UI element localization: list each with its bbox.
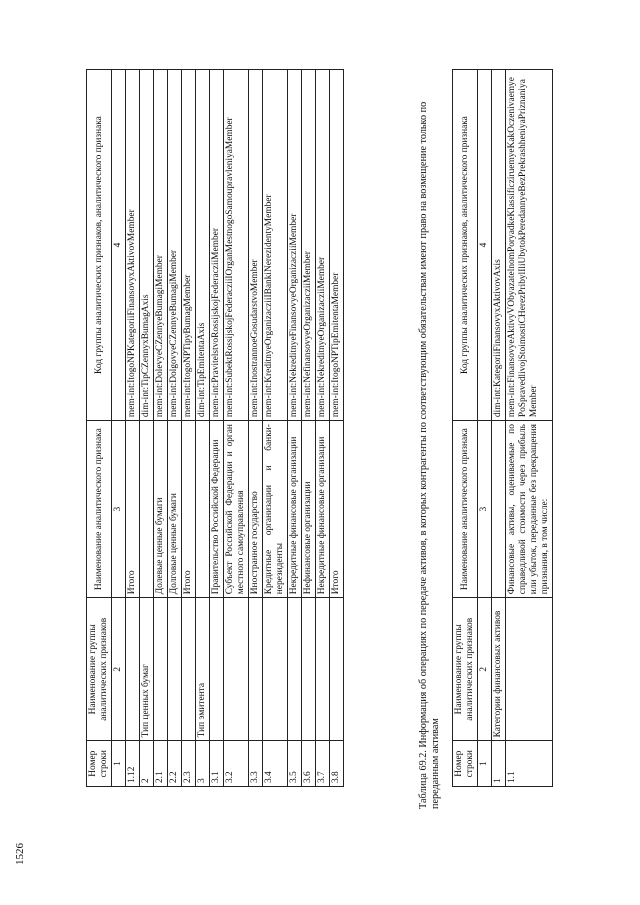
table-row	[288, 70, 302, 787]
page-number: 1526	[14, 843, 26, 865]
table-row	[154, 70, 168, 787]
feature-name-cell	[140, 421, 154, 598]
group-name-cell: Категории финансовых активов	[492, 598, 506, 741]
group-name-cell	[263, 598, 288, 741]
col-number: 3	[478, 421, 492, 598]
row-number-cell: 3.8	[330, 741, 344, 787]
table-row	[168, 70, 182, 787]
table-row	[224, 70, 249, 787]
table-caption: Таблица 69.2. Информация об операциях по передаче активов, в которых контрагенты по соответствующим обязательствам имеют право на возмещение только по переданным активам	[418, 101, 441, 809]
row-number-cell: 3.7	[316, 741, 330, 787]
code-cell: mem-int:ItogoNPKategoriiFinansovyxAktivovMember	[126, 70, 140, 421]
code-cell: mem-int:ItogoNPTipyBumagMember	[182, 70, 196, 421]
group-name-cell	[224, 598, 249, 741]
row-number-cell: 2.2	[168, 741, 182, 787]
row-number-cell: 1.12	[126, 741, 140, 787]
col-header-group-name: Наименование группы аналитических признаков	[87, 598, 112, 741]
feature-name-cell: Итого	[182, 421, 196, 598]
feature-name-cell: Финансовые активы, оцениваемые по справедливой стоимости через прибыль или убыток, переданные без прекращения признания, в том числе:	[506, 421, 553, 598]
col-header-code: Код группы аналитических признаков, аналитического признака	[87, 70, 112, 421]
table-header-row	[453, 70, 478, 787]
code-cell: mem-int:InostrannoeGosudarstvoMember	[249, 70, 263, 421]
col-header-row-number: Номер строки	[453, 741, 478, 787]
feature-name-cell: Нефинансовые организации	[302, 421, 316, 598]
col-number: 4	[478, 70, 492, 421]
code-cell: mem-int:NefinansovyeOrganizacziiMember	[302, 70, 316, 421]
table-row	[492, 70, 506, 787]
col-number: 2	[112, 598, 126, 741]
group-name-cell	[182, 598, 196, 741]
row-number-cell: 3.6	[302, 741, 316, 787]
table-assets-by-issuer	[86, 69, 344, 787]
col-header-group-name: Наименование группы аналитических признаков	[453, 598, 478, 741]
col-header-code: Код группы аналитических признаков, аналитического признака	[453, 70, 478, 421]
row-number-cell: 3	[196, 741, 210, 787]
table-row	[140, 70, 154, 787]
row-number-cell: 2.1	[154, 741, 168, 787]
table-row	[196, 70, 210, 787]
table-row	[182, 70, 196, 787]
table-row	[506, 70, 553, 787]
code-cell: mem-int:DolgovyeCZennyeBumagiMember	[168, 70, 182, 421]
feature-name-cell: Итого	[126, 421, 140, 598]
table-row	[210, 70, 224, 787]
code-cell: mem-int:SubektRossijskojFederacziiIOrganMestnogoSamoupravleniyaMember	[224, 70, 249, 421]
group-name-cell	[302, 598, 316, 741]
table-row	[302, 70, 316, 787]
code-cell: dim-int:KategoriiFinansovyxAktivovAxis	[492, 70, 506, 421]
col-header-feature-name: Наименование аналитического признака	[453, 421, 478, 598]
group-name-cell	[126, 598, 140, 741]
feature-name-cell	[492, 421, 506, 598]
feature-name-cell: Иностранное государство	[249, 421, 263, 598]
group-name-cell	[154, 598, 168, 741]
col-header-feature-name: Наименование аналитического признака	[87, 421, 112, 598]
col-number: 1	[478, 741, 492, 787]
group-name-cell	[210, 598, 224, 741]
feature-name-cell: Долговые ценные бумаги	[168, 421, 182, 598]
feature-name-cell: Субъект Российской Федерации и орган местного самоуправления	[224, 421, 249, 598]
col-header-row-number: Номер строки	[87, 741, 112, 787]
col-number: 1	[112, 741, 126, 787]
table-row	[316, 70, 330, 787]
col-number: 4	[112, 70, 126, 421]
group-name-cell	[288, 598, 302, 741]
table-row	[263, 70, 288, 787]
code-cell: mem-int:FinansovyeAktivyVObyazatelnomPoryadkeKlassificziruemyeKakOczenivaemyePoSpravedlivojStoimostiCHerezPribylIliUbytokPeredannyeBezPrekrashheniyaPriznaniyaMember	[506, 70, 553, 421]
row-number-cell: 1.1	[506, 741, 553, 787]
group-name-cell	[506, 598, 553, 741]
column-number-row	[478, 70, 492, 787]
code-cell: mem-int:NekreditnyeFinansovyeOrganizacziiMember	[288, 70, 302, 421]
feature-name-cell: Итого	[330, 421, 344, 598]
row-number-cell: 3.3	[249, 741, 263, 787]
row-number-cell: 3.5	[288, 741, 302, 787]
table-row	[249, 70, 263, 787]
code-cell: mem-int:NekreditnyeOrganizacziiMember	[316, 70, 330, 421]
code-cell: mem-int:ItogoNPTipEmitentaMember	[330, 70, 344, 421]
feature-name-cell: Некредитные финансовые организации	[316, 421, 330, 598]
feature-name-cell: Правительство Российской Федерации	[210, 421, 224, 598]
table-financial-asset-categories	[452, 69, 553, 787]
feature-name-cell: Кредитные организации и банки-нерезиденты	[263, 421, 288, 598]
table-header-row	[87, 70, 112, 787]
group-name-cell: Тип ценных бумаг	[140, 598, 154, 741]
table-row	[330, 70, 344, 787]
feature-name-cell: Долевые ценные бумаги	[154, 421, 168, 598]
code-cell: mem-int:DolevyeCZennyeBumagiMember	[154, 70, 168, 421]
group-name-cell	[316, 598, 330, 741]
group-name-cell	[249, 598, 263, 741]
code-cell: dim-int:TipCZennyxBumagAxis	[140, 70, 154, 421]
row-number-cell: 2.3	[182, 741, 196, 787]
table-row	[126, 70, 140, 787]
row-number-cell: 3.1	[210, 741, 224, 787]
column-number-row	[112, 70, 126, 787]
row-number-cell: 2	[140, 741, 154, 787]
row-number-cell: 1	[492, 741, 506, 787]
feature-name-cell	[196, 421, 210, 598]
feature-name-cell: Некредитные финансовые организации	[288, 421, 302, 598]
row-number-cell: 3.2	[224, 741, 249, 787]
code-cell: mem-int:KreditnyeOrganizacziiIBankiNerezidentyMember	[263, 70, 288, 421]
group-name-cell	[168, 598, 182, 741]
row-number-cell: 3.4	[263, 741, 288, 787]
group-name-cell: Тип эмитента	[196, 598, 210, 741]
col-number: 2	[478, 598, 492, 741]
code-cell: dim-int:TipEmitentaAxis	[196, 70, 210, 421]
col-number: 3	[112, 421, 126, 598]
code-cell: mem-int:PravitelstvoRossijskojFederacziiMember	[210, 70, 224, 421]
group-name-cell	[330, 598, 344, 741]
